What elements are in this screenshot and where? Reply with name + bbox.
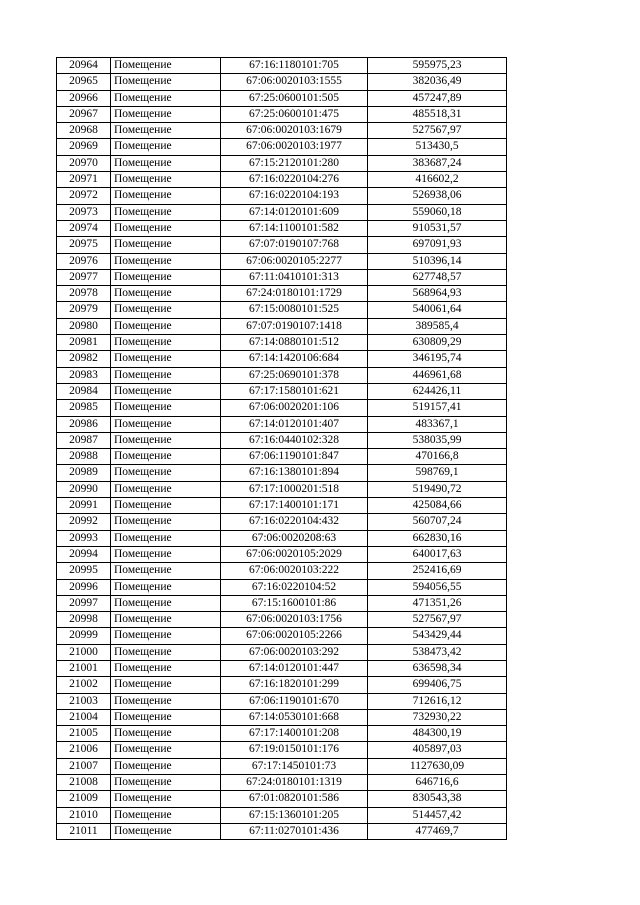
cadastral-number-cell: 67:06:0020103:222 xyxy=(221,563,368,579)
table-row xyxy=(57,579,507,595)
table-row xyxy=(57,302,507,318)
object-type-cell: Помещение xyxy=(111,220,221,236)
cadastral-value-cell: 510396,14 xyxy=(368,253,507,269)
row-number-cell: 20974 xyxy=(57,220,111,236)
row-number-cell: 21008 xyxy=(57,775,111,791)
cadastral-number-cell: 67:17:1580101:621 xyxy=(221,383,368,399)
table-row xyxy=(57,335,507,351)
table-row xyxy=(57,106,507,122)
table-row xyxy=(57,237,507,253)
row-number-cell: 21001 xyxy=(57,660,111,676)
row-number-cell: 21010 xyxy=(57,807,111,823)
cadastral-value-cell: 484300,19 xyxy=(368,726,507,742)
table-row xyxy=(57,775,507,791)
table-row xyxy=(57,269,507,285)
object-type-cell: Помещение xyxy=(111,644,221,660)
table-row xyxy=(57,465,507,481)
row-number-cell: 20994 xyxy=(57,546,111,562)
cadastral-number-cell: 67:24:0180101:1319 xyxy=(221,775,368,791)
row-number-cell: 20971 xyxy=(57,172,111,188)
table-row xyxy=(57,416,507,432)
table-row xyxy=(57,530,507,546)
object-type-cell: Помещение xyxy=(111,106,221,122)
cadastral-number-cell: 67:16:1180101:705 xyxy=(221,58,368,74)
table-row xyxy=(57,758,507,774)
object-type-cell: Помещение xyxy=(111,612,221,628)
cadastral-value-cell: 598769,1 xyxy=(368,465,507,481)
cadastral-number-cell: 67:16:0220104:193 xyxy=(221,188,368,204)
cadastral-value-cell: 383687,24 xyxy=(368,155,507,171)
row-number-cell: 21002 xyxy=(57,677,111,693)
object-type-cell: Помещение xyxy=(111,628,221,644)
table-row xyxy=(57,204,507,220)
cadastral-value-cell: 699406,75 xyxy=(368,677,507,693)
object-type-cell: Помещение xyxy=(111,286,221,302)
table-row xyxy=(57,220,507,236)
object-type-cell: Помещение xyxy=(111,269,221,285)
cadastral-value-cell: 697091,93 xyxy=(368,237,507,253)
object-type-cell: Помещение xyxy=(111,530,221,546)
cadastral-value-cell: 594056,55 xyxy=(368,579,507,595)
object-type-cell: Помещение xyxy=(111,498,221,514)
cadastral-number-cell: 67:25:0600101:505 xyxy=(221,90,368,106)
cadastral-number-cell: 67:06:1190101:847 xyxy=(221,449,368,465)
cadastral-value-cell: 640017,63 xyxy=(368,546,507,562)
cadastral-number-cell: 67:19:0150101:176 xyxy=(221,742,368,758)
row-number-cell: 20999 xyxy=(57,628,111,644)
cadastral-value-cell: 595975,23 xyxy=(368,58,507,74)
row-number-cell: 20990 xyxy=(57,481,111,497)
cadastral-number-cell: 67:07:0190107:768 xyxy=(221,237,368,253)
row-number-cell: 20984 xyxy=(57,383,111,399)
cadastral-number-cell: 67:01:0820101:586 xyxy=(221,791,368,807)
row-number-cell: 20967 xyxy=(57,106,111,122)
cadastral-value-cell: 636598,34 xyxy=(368,660,507,676)
table-row xyxy=(57,400,507,416)
cadastral-number-cell: 67:16:0440102:328 xyxy=(221,432,368,448)
cadastral-number-cell: 67:25:0600101:475 xyxy=(221,106,368,122)
row-number-cell: 20980 xyxy=(57,318,111,334)
table-row xyxy=(57,318,507,334)
table-row xyxy=(57,595,507,611)
cadastral-number-cell: 67:16:1380101:894 xyxy=(221,465,368,481)
row-number-cell: 20966 xyxy=(57,90,111,106)
table-row xyxy=(57,498,507,514)
table-row xyxy=(57,351,507,367)
cadastral-number-cell: 67:16:1820101:299 xyxy=(221,677,368,693)
object-type-cell: Помещение xyxy=(111,335,221,351)
row-number-cell: 20989 xyxy=(57,465,111,481)
table-row xyxy=(57,644,507,660)
cadastral-number-cell: 67:06:0020105:2266 xyxy=(221,628,368,644)
cadastral-number-cell: 67:06:0020105:2277 xyxy=(221,253,368,269)
object-type-cell: Помещение xyxy=(111,351,221,367)
object-type-cell: Помещение xyxy=(111,400,221,416)
object-type-cell: Помещение xyxy=(111,253,221,269)
cadastral-value-cell: 405897,03 xyxy=(368,742,507,758)
cadastral-value-cell: 519490,72 xyxy=(368,481,507,497)
object-type-cell: Помещение xyxy=(111,58,221,74)
table-row xyxy=(57,823,507,839)
row-number-cell: 21009 xyxy=(57,791,111,807)
cadastral-number-cell: 67:11:0270101:436 xyxy=(221,823,368,839)
cadastral-number-cell: 67:16:0220104:432 xyxy=(221,514,368,530)
cadastral-value-cell: 630809,29 xyxy=(368,335,507,351)
row-number-cell: 20964 xyxy=(57,58,111,74)
object-type-cell: Помещение xyxy=(111,318,221,334)
table-row xyxy=(57,449,507,465)
table-row xyxy=(57,660,507,676)
row-number-cell: 21004 xyxy=(57,709,111,725)
row-number-cell: 20998 xyxy=(57,612,111,628)
object-type-cell: Помещение xyxy=(111,237,221,253)
table-row xyxy=(57,628,507,644)
object-type-cell: Помещение xyxy=(111,449,221,465)
cadastral-number-cell: 67:14:0880101:512 xyxy=(221,335,368,351)
object-type-cell: Помещение xyxy=(111,465,221,481)
table-row xyxy=(57,612,507,628)
row-number-cell: 21007 xyxy=(57,758,111,774)
object-type-cell: Помещение xyxy=(111,74,221,90)
cadastral-value-cell: 527567,97 xyxy=(368,612,507,628)
row-number-cell: 21003 xyxy=(57,693,111,709)
object-type-cell: Помещение xyxy=(111,758,221,774)
object-type-cell: Помещение xyxy=(111,742,221,758)
cadastral-number-cell: 67:16:0220104:276 xyxy=(221,172,368,188)
row-number-cell: 21006 xyxy=(57,742,111,758)
cadastral-value-cell: 526938,06 xyxy=(368,188,507,204)
row-number-cell: 20970 xyxy=(57,155,111,171)
object-type-cell: Помещение xyxy=(111,660,221,676)
cadastral-number-cell: 67:06:1190101:670 xyxy=(221,693,368,709)
object-type-cell: Помещение xyxy=(111,188,221,204)
cadastral-number-cell: 67:06:0020103:1555 xyxy=(221,74,368,90)
cadastral-value-cell: 483367,1 xyxy=(368,416,507,432)
cadastral-value-cell: 624426,11 xyxy=(368,383,507,399)
object-type-cell: Помещение xyxy=(111,204,221,220)
object-type-cell: Помещение xyxy=(111,302,221,318)
cadastral-number-cell: 67:15:2120101:280 xyxy=(221,155,368,171)
cadastral-value-cell: 527567,97 xyxy=(368,123,507,139)
row-number-cell: 20987 xyxy=(57,432,111,448)
object-type-cell: Помещение xyxy=(111,579,221,595)
cadastral-number-cell: 67:17:1450101:73 xyxy=(221,758,368,774)
cadastral-value-cell: 477469,7 xyxy=(368,823,507,839)
object-type-cell: Помещение xyxy=(111,709,221,725)
object-type-cell: Помещение xyxy=(111,677,221,693)
table-row xyxy=(57,367,507,383)
cadastral-number-cell: 67:24:0180101:1729 xyxy=(221,286,368,302)
row-number-cell: 20979 xyxy=(57,302,111,318)
row-number-cell: 21011 xyxy=(57,823,111,839)
table-row xyxy=(57,563,507,579)
row-number-cell: 20982 xyxy=(57,351,111,367)
row-number-cell: 20975 xyxy=(57,237,111,253)
cadastral-number-cell: 67:17:1000201:518 xyxy=(221,481,368,497)
table-row xyxy=(57,253,507,269)
row-number-cell: 20969 xyxy=(57,139,111,155)
cadastral-value-cell: 519157,41 xyxy=(368,400,507,416)
cadastral-value-cell: 416602,2 xyxy=(368,172,507,188)
object-type-cell: Помещение xyxy=(111,172,221,188)
cadastral-value-cell: 389585,4 xyxy=(368,318,507,334)
row-number-cell: 20995 xyxy=(57,563,111,579)
cadastral-number-cell: 67:06:0020103:1977 xyxy=(221,139,368,155)
row-number-cell: 21000 xyxy=(57,644,111,660)
cadastral-value-cell: 470166,8 xyxy=(368,449,507,465)
row-number-cell: 20988 xyxy=(57,449,111,465)
cadastral-number-cell: 67:15:1360101:205 xyxy=(221,807,368,823)
table-row xyxy=(57,546,507,562)
table-row xyxy=(57,90,507,106)
object-type-cell: Помещение xyxy=(111,416,221,432)
cadastral-number-cell: 67:14:0120101:407 xyxy=(221,416,368,432)
cadastral-value-cell: 1127630,09 xyxy=(368,758,507,774)
table-body xyxy=(57,58,507,840)
row-number-cell: 20977 xyxy=(57,269,111,285)
table-row xyxy=(57,677,507,693)
row-number-cell: 20985 xyxy=(57,400,111,416)
object-type-cell: Помещение xyxy=(111,139,221,155)
row-number-cell: 20981 xyxy=(57,335,111,351)
table-row xyxy=(57,481,507,497)
object-type-cell: Помещение xyxy=(111,823,221,839)
cadastral-value-cell: 382036,49 xyxy=(368,74,507,90)
table-row xyxy=(57,726,507,742)
cadastral-number-cell: 67:06:0020208:63 xyxy=(221,530,368,546)
object-type-cell: Помещение xyxy=(111,595,221,611)
cadastral-number-cell: 67:06:0020105:2029 xyxy=(221,546,368,562)
cadastral-number-cell: 67:07:0190107:1418 xyxy=(221,318,368,334)
row-number-cell: 21005 xyxy=(57,726,111,742)
object-type-cell: Помещение xyxy=(111,791,221,807)
cadastral-value-cell: 425084,66 xyxy=(368,498,507,514)
cadastral-number-cell: 67:11:0410101:313 xyxy=(221,269,368,285)
row-number-cell: 20968 xyxy=(57,123,111,139)
table-row xyxy=(57,709,507,725)
cadastral-value-cell: 646716,6 xyxy=(368,775,507,791)
cadastral-number-cell: 67:14:1420106:684 xyxy=(221,351,368,367)
row-number-cell: 20986 xyxy=(57,416,111,432)
table-row xyxy=(57,155,507,171)
cadastral-value-cell: 457247,89 xyxy=(368,90,507,106)
table-row xyxy=(57,172,507,188)
object-type-cell: Помещение xyxy=(111,383,221,399)
cadastral-value-cell: 471351,26 xyxy=(368,595,507,611)
table-row xyxy=(57,693,507,709)
cadastral-number-cell: 67:15:1600101:86 xyxy=(221,595,368,611)
table-row xyxy=(57,807,507,823)
cadastral-value-cell: 830543,38 xyxy=(368,791,507,807)
object-type-cell: Помещение xyxy=(111,155,221,171)
table-row xyxy=(57,791,507,807)
cadastral-value-cell: 568964,93 xyxy=(368,286,507,302)
cadastral-value-table xyxy=(56,57,507,840)
cadastral-value-cell: 627748,57 xyxy=(368,269,507,285)
object-type-cell: Помещение xyxy=(111,563,221,579)
table-row xyxy=(57,123,507,139)
row-number-cell: 20996 xyxy=(57,579,111,595)
table-row xyxy=(57,139,507,155)
object-type-cell: Помещение xyxy=(111,693,221,709)
row-number-cell: 20991 xyxy=(57,498,111,514)
cadastral-value-cell: 543429,44 xyxy=(368,628,507,644)
object-type-cell: Помещение xyxy=(111,726,221,742)
row-number-cell: 20965 xyxy=(57,74,111,90)
object-type-cell: Помещение xyxy=(111,807,221,823)
cadastral-value-cell: 446961,68 xyxy=(368,367,507,383)
table-row xyxy=(57,74,507,90)
row-number-cell: 20973 xyxy=(57,204,111,220)
cadastral-number-cell: 67:14:0530101:668 xyxy=(221,709,368,725)
object-type-cell: Помещение xyxy=(111,123,221,139)
row-number-cell: 20976 xyxy=(57,253,111,269)
table-row xyxy=(57,742,507,758)
cadastral-value-cell: 485518,31 xyxy=(368,106,507,122)
cadastral-number-cell: 67:17:1400101:171 xyxy=(221,498,368,514)
object-type-cell: Помещение xyxy=(111,775,221,791)
table-row xyxy=(57,286,507,302)
row-number-cell: 20992 xyxy=(57,514,111,530)
cadastral-number-cell: 67:06:0020103:1756 xyxy=(221,612,368,628)
row-number-cell: 20997 xyxy=(57,595,111,611)
row-number-cell: 20993 xyxy=(57,530,111,546)
cadastral-value-cell: 514457,42 xyxy=(368,807,507,823)
cadastral-number-cell: 67:06:0020103:292 xyxy=(221,644,368,660)
cadastral-number-cell: 67:16:0220104:52 xyxy=(221,579,368,595)
row-number-cell: 20978 xyxy=(57,286,111,302)
object-type-cell: Помещение xyxy=(111,546,221,562)
object-type-cell: Помещение xyxy=(111,481,221,497)
table-row xyxy=(57,514,507,530)
cadastral-value-cell: 662830,16 xyxy=(368,530,507,546)
object-type-cell: Помещение xyxy=(111,514,221,530)
table-row xyxy=(57,188,507,204)
table-row xyxy=(57,58,507,74)
cadastral-value-cell: 712616,12 xyxy=(368,693,507,709)
cadastral-value-cell: 910531,57 xyxy=(368,220,507,236)
cadastral-number-cell: 67:25:0690101:378 xyxy=(221,367,368,383)
table-row xyxy=(57,383,507,399)
row-number-cell: 20972 xyxy=(57,188,111,204)
cadastral-value-cell: 538035,99 xyxy=(368,432,507,448)
cadastral-number-cell: 67:17:1400101:208 xyxy=(221,726,368,742)
cadastral-value-cell: 540061,64 xyxy=(368,302,507,318)
cadastral-value-cell: 559060,18 xyxy=(368,204,507,220)
object-type-cell: Помещение xyxy=(111,367,221,383)
table-row xyxy=(57,432,507,448)
cadastral-value-cell: 538473,42 xyxy=(368,644,507,660)
cadastral-number-cell: 67:15:0080101:525 xyxy=(221,302,368,318)
object-type-cell: Помещение xyxy=(111,90,221,106)
object-type-cell: Помещение xyxy=(111,432,221,448)
cadastral-number-cell: 67:06:0020103:1679 xyxy=(221,123,368,139)
cadastral-value-cell: 346195,74 xyxy=(368,351,507,367)
row-number-cell: 20983 xyxy=(57,367,111,383)
cadastral-number-cell: 67:14:1100101:582 xyxy=(221,220,368,236)
cadastral-value-cell: 732930,22 xyxy=(368,709,507,725)
cadastral-value-cell: 560707,24 xyxy=(368,514,507,530)
cadastral-number-cell: 67:14:0120101:609 xyxy=(221,204,368,220)
cadastral-value-cell: 513430,5 xyxy=(368,139,507,155)
cadastral-value-cell: 252416,69 xyxy=(368,563,507,579)
cadastral-number-cell: 67:14:0120101:447 xyxy=(221,660,368,676)
cadastral-number-cell: 67:06:0020201:106 xyxy=(221,400,368,416)
